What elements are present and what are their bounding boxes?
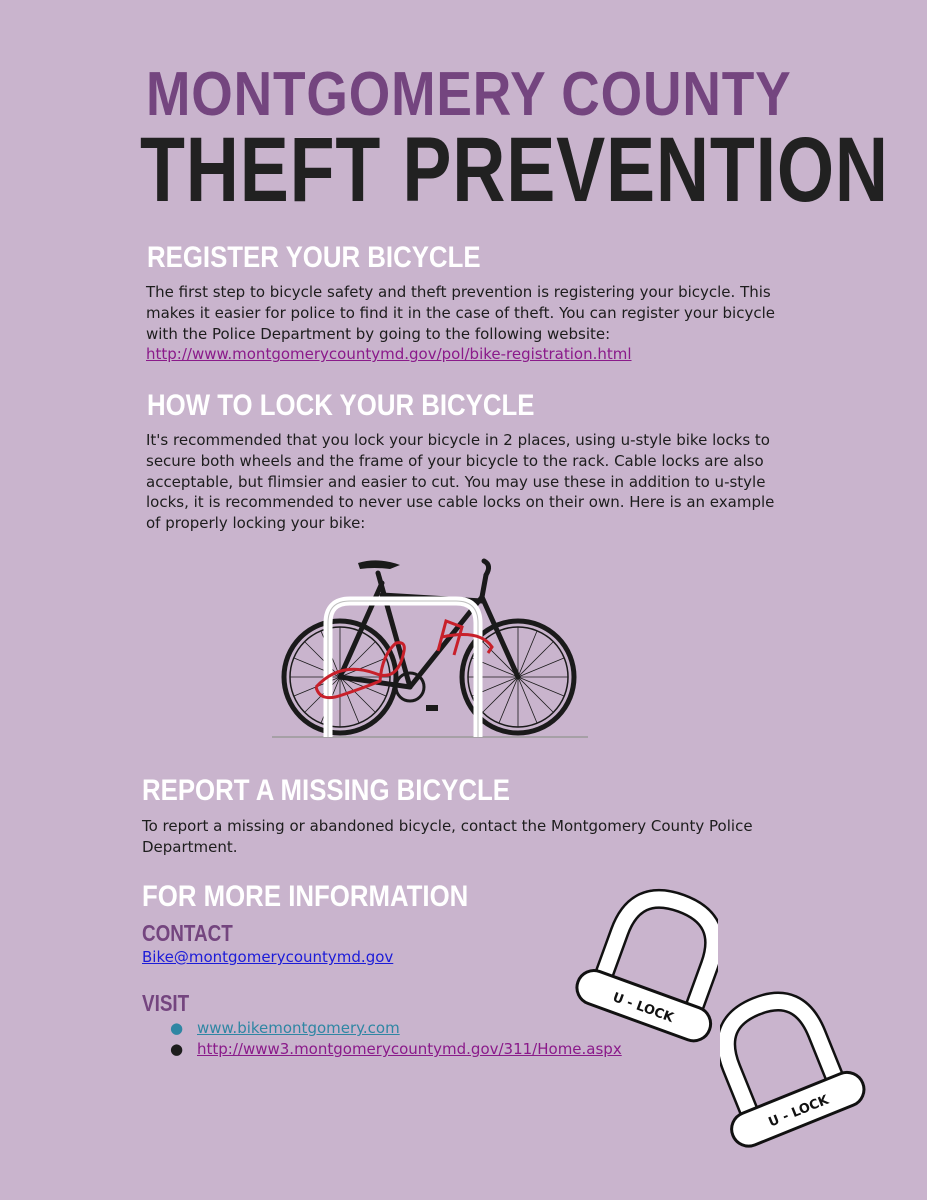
register-paragraph [146, 282, 775, 365]
pedal [426, 705, 438, 711]
report-line: To report a missing or abandoned bicycle, contact the Montgomery County Police [142, 817, 753, 835]
title-county: MONTGOMERY COUNTY [146, 60, 792, 129]
u-lock-icon [720, 985, 870, 1160]
register-line: The first step to bicycle safety and theft prevention is registering your bicycle. This [146, 283, 771, 301]
register-line: with the Police Department by going to the following website: [146, 324, 611, 343]
register-heading: REGISTER YOUR BICYCLE [147, 241, 481, 274]
list-item [148, 1039, 622, 1060]
lock-line: acceptable, but flimsier and easier to cut. You may use these in addition to u-style [146, 472, 766, 491]
list-item [148, 1018, 622, 1039]
bikemontgomery-link[interactable]: www.bikemontgomery.com [197, 1019, 400, 1037]
more-info-heading: FOR MORE INFORMATION [142, 880, 469, 913]
bike-seat [358, 560, 400, 569]
lock-heading: HOW TO LOCK YOUR BICYCLE [147, 389, 535, 422]
bullet-icon: ● [170, 1040, 184, 1058]
register-line: makes it easier for police to find it in the case of theft. You can register your bicycle [146, 303, 775, 322]
bullet-icon: ● [170, 1019, 184, 1037]
lock-line: locks, it is recommended to never use cable locks on their own. Here is an example [146, 493, 775, 512]
lock-line: It's recommended that you lock your bicycle in 2 places, using u-style bike locks to [146, 431, 770, 449]
report-heading: REPORT A MISSING BICYCLE [142, 774, 510, 807]
u-lock-label: U - LOCK [610, 990, 676, 1026]
report-paragraph [142, 816, 753, 858]
bike-frame [340, 561, 518, 687]
visit-links-list [148, 1018, 622, 1060]
report-line: Department. [142, 837, 238, 856]
locked-bicycle-illustration [270, 555, 595, 745]
lock-line: secure both wheels and the frame of your bicycle to the rack. Cable locks are also [146, 451, 764, 470]
lock-line: of properly locking your bike: [146, 514, 366, 533]
contact-email-link[interactable]: Bike@montgomerycountymd.gov [142, 948, 394, 966]
u-lock-icon [568, 884, 718, 1059]
county-311-link[interactable]: http://www3.montgomerycountymd.gov/311/Home.aspx [197, 1040, 622, 1058]
u-lock-label: U - LOCK [766, 1092, 831, 1131]
title-theft-prevention: THEFT PREVENTION [140, 119, 889, 221]
registration-link[interactable]: http://www.montgomerycountymd.gov/pol/bike-registration.html [146, 345, 632, 364]
lock-paragraph [146, 430, 774, 534]
contact-heading: CONTACT [142, 920, 233, 946]
visit-heading: VISIT [142, 990, 190, 1016]
